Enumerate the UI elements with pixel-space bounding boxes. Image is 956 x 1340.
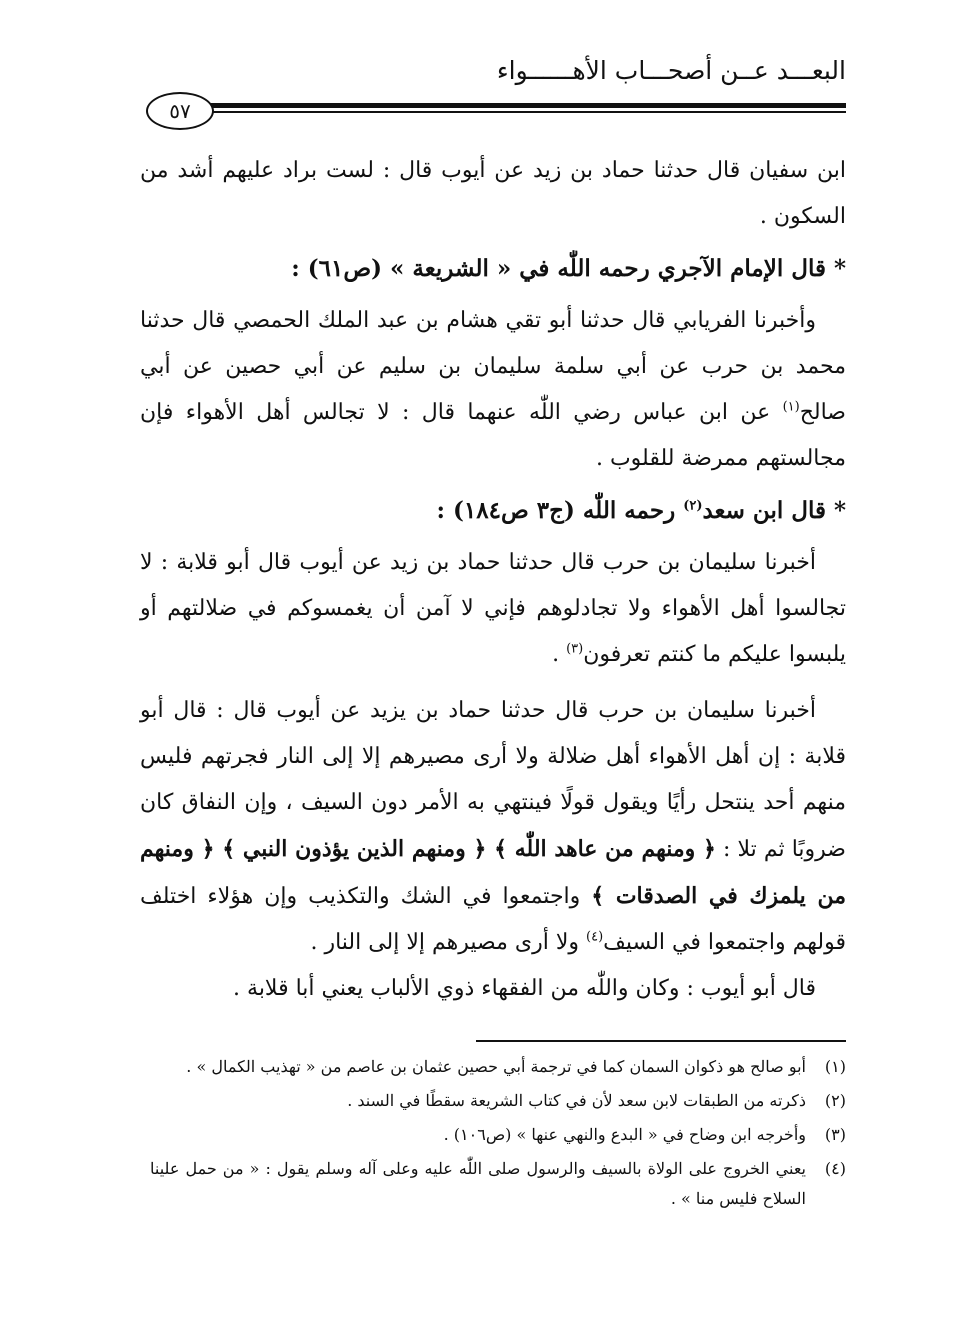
- heading-ajurri: * قال الإمام الآجري رحمه اللّٰه في « الشريعة » (ص٦١) :: [291, 255, 846, 282]
- footnote-1: [150, 1052, 846, 1082]
- quran-quote: ﴿ ومنهم من عاهد اللّٰه ﴾ ﴿ ومنهم الذين يؤذون النبي ﴾ ﴿ ومنهم من يلمزك في الصدقات ﴾: [140, 836, 846, 909]
- paragraph-3-text-b: .: [552, 642, 567, 667]
- page-number-badge: ٥٧: [146, 92, 214, 130]
- footnote-number: (١): [824, 1057, 846, 1076]
- footnotes: [150, 1052, 846, 1218]
- paragraph-4-text-a: أخبرنا سليمان بن حرب قال حدثنا حماد بن يزيد عن أيوب قال : قال أبو قلابة : إن أهل الأهواء أهل ضلالة ولا أرى مصيرهم إلا إلى النار فجرتهم فليس منهم أحد ينتحل رأيًا ويقول قولًا فينتهي به الأمر دون السيف ، وإن النفاق كان ضروبًا ثم تلا :: [140, 698, 846, 862]
- paragraph-2: [140, 298, 846, 482]
- footnote-ref-4[interactable]: (٤): [586, 929, 604, 945]
- footnote-ref-3[interactable]: (٣): [566, 641, 584, 657]
- footnote-number: (٤): [824, 1159, 846, 1178]
- header-rule-thin: [210, 111, 846, 113]
- heading-ibn-saad-b: رحمه اللّٰه (ج٣ ص١٨٤) :: [436, 497, 684, 524]
- paragraph-4: [140, 688, 846, 966]
- paragraph-5: قال أبو أيوب : وكان واللّٰه من الفقهاء ذوي الألباب يعني أبا قلابة .: [233, 976, 816, 1001]
- footnote-text: يعني الخروج على الولاة بالسيف والرسول صلى اللّٰه عليه وعلى آله وسلم يقول : « من حمل علينا السلاح فليس منا » .: [150, 1159, 806, 1208]
- heading-ibn-saad-a: * قال ابن سعد: [702, 497, 846, 524]
- footnote-ref-2[interactable]: (٢): [683, 498, 703, 514]
- footnote-number: (٢): [824, 1091, 846, 1110]
- paragraph-2-text-a: وأخبرنا الفريابي قال حدثنا أبو تقي هشام بن عبد الملك الحمصي قال حدثنا محمد بن حرب عن أبي سلمة سليمان بن سليم عن أبي حصين عن أبي صالح: [140, 308, 846, 425]
- paragraph-3: [140, 540, 846, 678]
- footnote-4: [150, 1154, 846, 1214]
- footnote-ref-1[interactable]: (١): [782, 399, 800, 415]
- running-header: البعـــد عــن أصحـــاب الأهــــــواء: [496, 56, 846, 85]
- paragraph-3-text-a: أخبرنا سليمان بن حرب قال حدثنا حماد بن زيد عن أيوب قال أبو قلابة : لا تجالسوا أهل الأهواء ولا تجادلوهم فإني لا آمن أن يغمسوكم في ضلالتهم أو يلبسوا عليكم ما كنتم تعرفون: [140, 550, 846, 667]
- heading-ibn-saad: [140, 488, 846, 534]
- paragraph-1: ابن سفيان قال حدثنا حماد بن زيد عن أيوب قال : لست براد عليهم أشد من السكون .: [140, 158, 846, 229]
- footnote-text: وأخرجه ابن وضاح في « البدع والنهي عنها » (ص١٠٦) .: [443, 1125, 806, 1144]
- footnote-text: أبو صالح هو ذكوان السمان كما في ترجمة أبي حصين عثمان بن عاصم من « تهذيب الكمال » .: [186, 1057, 806, 1076]
- header-rule-thick: [210, 103, 846, 108]
- footnote-3: [150, 1120, 846, 1150]
- paragraph-4-text-b: واجتمعوا في الشك والتكذيب وإن هؤلاء اختلف قولهم واجتمعوا في السيف: [140, 884, 846, 955]
- footnote-2: [150, 1086, 846, 1116]
- paragraph-2-text-b: عن ابن عباس رضي اللّٰه عنهما قال : لا تجالس أهل الأهواء فإن مجالستهم ممرضة للقلوب .: [140, 400, 846, 471]
- footnote-number: (٣): [824, 1125, 846, 1144]
- main-text: [140, 148, 846, 1012]
- footnote-text: ذكرته من الطبقات لابن سعد لأن في كتاب الشريعة سقطًا في السند .: [347, 1091, 806, 1110]
- footnote-separator: [476, 1040, 846, 1042]
- paragraph-4-text-c: ولا أرى مصيرهم إلا إلى النار .: [310, 930, 587, 955]
